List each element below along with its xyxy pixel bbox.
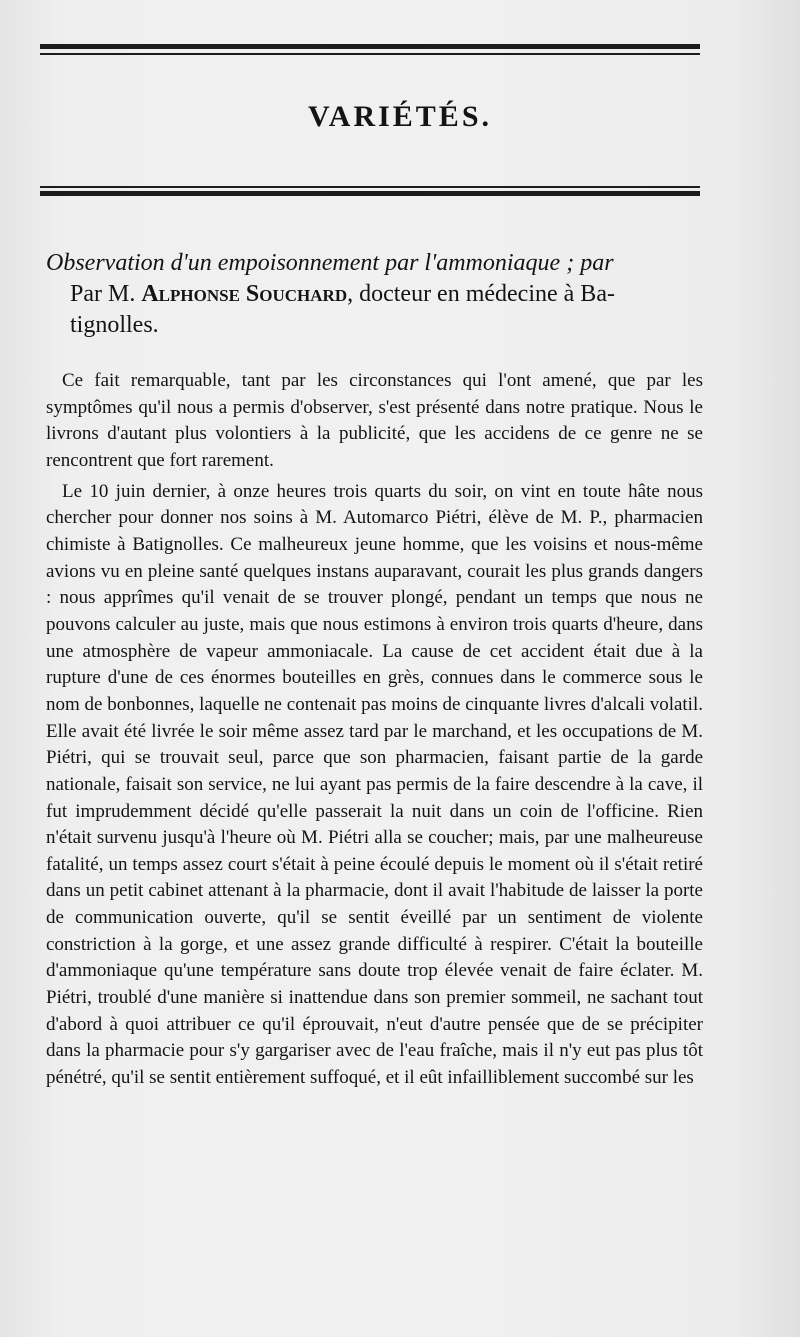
paragraph: Le 10 juin dernier, à onze heures trois quarts du soir, on vint en toute hâte nous chercher pour donner nos soins à M. Automarco Piétri, élève de M. P., pharmacien chimiste à Batignolles. Ce malheureux jeune homme, que les voisins et nous-même avions vu en pleine santé quelques instans auparavant, courait les plus grands dangers : nous apprîmes qu'il venait de se trouver plongé, pendant un temps que nous ne pouvons calculer au juste, mais que nous estimons à environ trois quarts d'heure, dans une atmosphère de vapeur ammoniacale. La cause de cet accident était due à la rupture d'une de ces énormes bouteilles en grès, connues dans le commerce sous le nom de bonbonnes, laquelle ne contenait pas moins de cinquante livres d'alcali volatil. Elle avait été livrée le soir même assez tard par le marchand, et les occupations de M. Piétri, qui se trouvait seul, parce que son pharmacien, faisant partie de la garde nationale, faisait son service, ne lui ayant pas permis de la faire descendre à la cave, il fut imprudemment décidé qu'elle passerait la nuit dans un coin de l'officine. Rien n'était survenu jusqu'à l'heure où M. Piétri alla se coucher; mais, par une malheureuse fatalité, un temps assez court s'était à peine écoulé depuis le moment où il s'était retiré dans un petit cabinet attenant à la pharmacie, dont il avait l'habitude de laisser la porte de communication ouverte, qu'il se sentit éveillé par un sentiment de violente constriction à la gorge, et une assez grande difficulté à respirer. C'était la bouteille d'ammoniaque qu'une température sans doute trop élevée venait de faire éclater. M. Piétri, troublé d'une manière si inattendue dans son premier sommeil, ne sachant tout d'abord à quoi attribuer ce qu'il éprouvait, n'eut d'autre pensée que de se précipiter dans la pharmacie pour s'y gargariser avec de l'eau fraîche, mais il n'y eut pas plus tôt pénétré, qu'il se sentit entièrement suffoqué, et il eût infailliblement succombé sur les — [46, 480, 703, 1089]
paragraph: Ce fait remarquable, tant par les circonstances qui l'ont amené, que par les symptômes qu'il nous a permis d'observer, s'est présenté dans notre pratique. Nous le livrons d'autant plus volontiers à la publicité, que les accidens de ce genre ne se rencontrent que fort rarement. — [46, 370, 703, 471]
article-title-line1: Observation d'un empoisonnement par l'ammoniaque ; par — [46, 250, 614, 276]
section-heading: VARIÉTÉS. — [307, 100, 493, 133]
author-name: Alphonse Souchard — [141, 281, 348, 307]
bottom-rule-thin — [40, 186, 700, 188]
article-title-line3: tignolles. — [70, 312, 159, 338]
article-body — [46, 368, 703, 1092]
article-title-line2 — [70, 279, 706, 310]
top-rule-thin — [40, 53, 700, 55]
title-suffix: , docteur en médecine à Ba- — [347, 281, 615, 307]
article-title — [46, 248, 706, 341]
title-prefix: Par M. — [70, 281, 136, 307]
bottom-rule-thick — [40, 191, 700, 196]
top-rule-thick — [40, 44, 700, 49]
